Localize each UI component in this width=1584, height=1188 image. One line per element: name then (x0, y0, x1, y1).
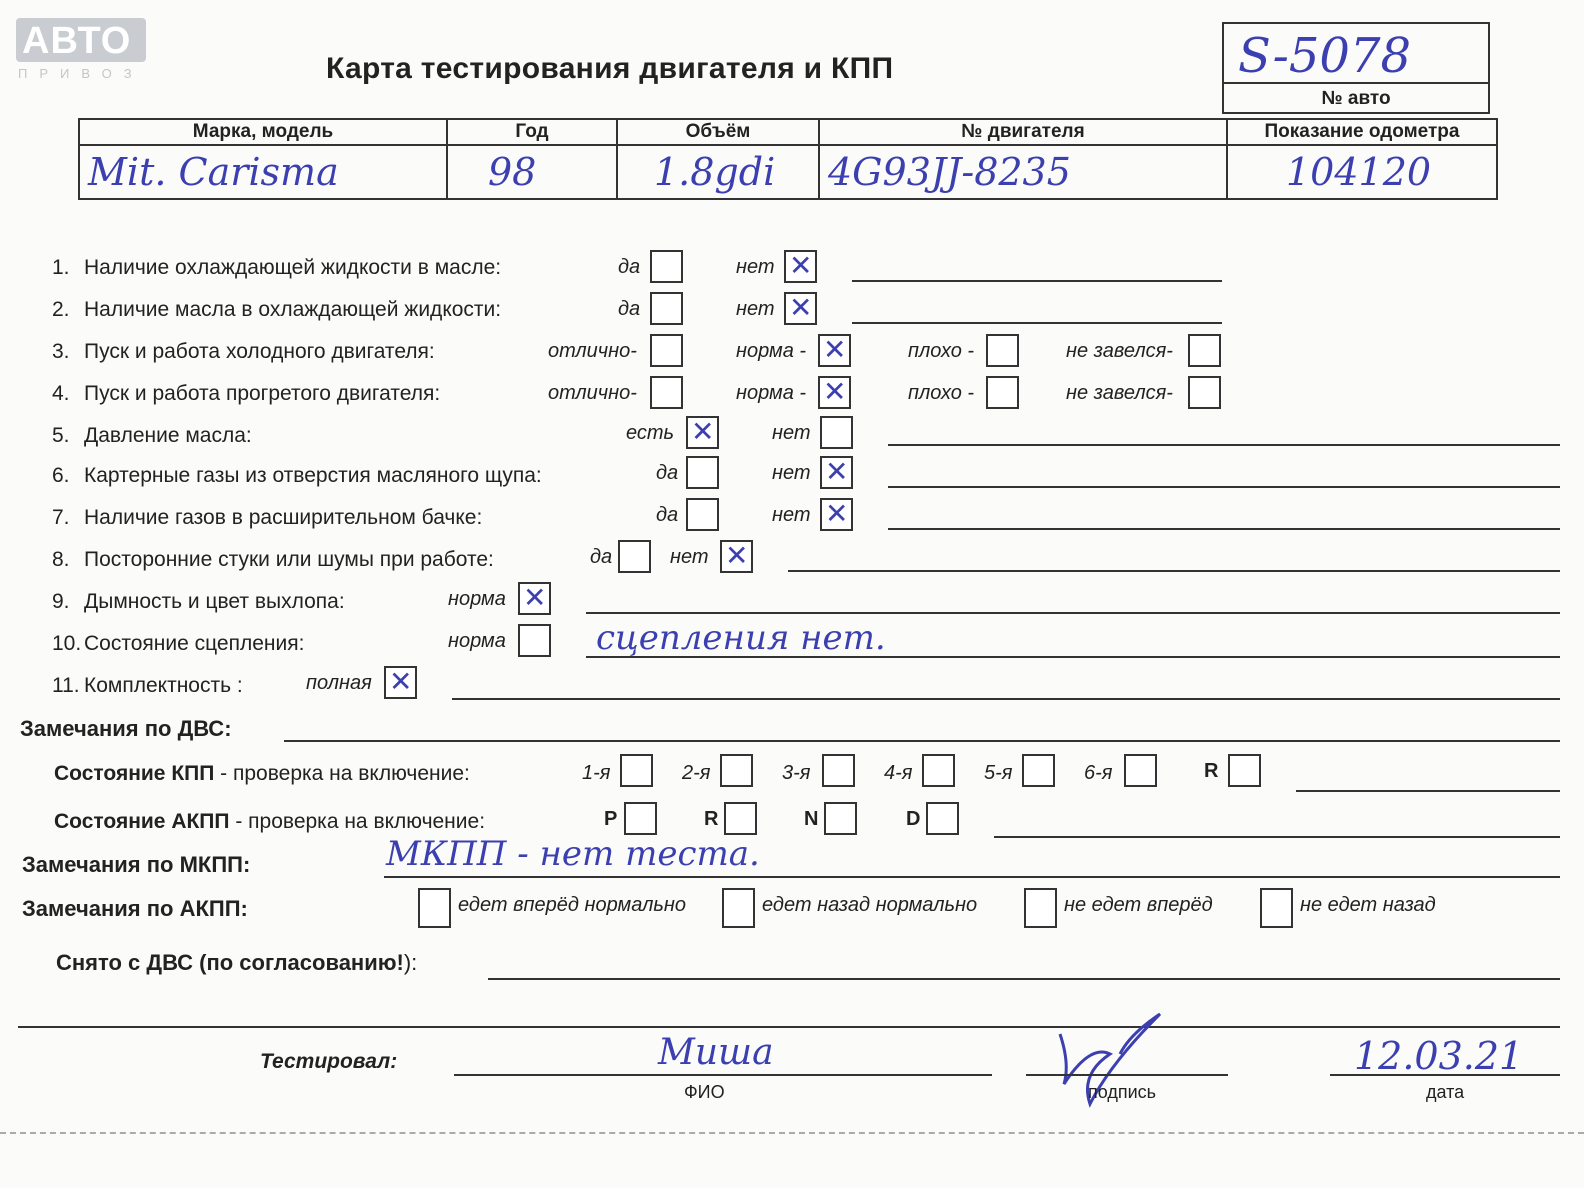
item-2-option-net-label: нет (736, 298, 775, 320)
item-10-handwritten-note: сцепления нет. (596, 618, 886, 658)
checklist-item-9: 9. Дымность и цвет выхлопа: (52, 590, 345, 613)
akpp-r-label: R (704, 808, 719, 830)
akpp-no-reverse-label: не едет назад (1300, 894, 1436, 916)
signature-line (1026, 1074, 1228, 1076)
akpp-remarks-label: Замечания по АКПП: (22, 896, 248, 921)
tester-name-caption: ФИО (684, 1082, 725, 1102)
checklist-item-3: 3. Пуск и работа холодного двигателя: (52, 340, 435, 363)
checklist-item-6: 6. Картерные газы из отверстия масляного щупа: (52, 464, 542, 487)
volume-header: Объём (617, 119, 819, 145)
item-11-checkbox-full[interactable] (384, 666, 417, 699)
item-11-notes-line (452, 698, 1560, 700)
item-2-checkbox-da[interactable] (650, 292, 683, 325)
item-6-checkbox-da[interactable] (686, 456, 719, 489)
mkpp-remarks-value: МКПП - нет теста. (386, 834, 760, 874)
item-2-notes-line (852, 322, 1222, 324)
dvs-remarks-label: Замечания по ДВС: (20, 716, 232, 741)
gear-3-label: 3-я (782, 762, 811, 784)
item-5-checkbox-no[interactable] (820, 416, 853, 449)
item-5-checkbox-yes[interactable] (686, 416, 719, 449)
gear-1-checkbox[interactable] (620, 754, 653, 787)
item-2-checkbox-net[interactable] (784, 292, 817, 325)
item-7-checkbox-net[interactable] (820, 498, 853, 531)
item-3-option-bad-label: плохо - (908, 340, 975, 362)
item-8-notes-line (788, 570, 1560, 572)
engine-number-value: 4G93JJ-8235 (828, 150, 1071, 194)
item-6-checkbox-net[interactable] (820, 456, 853, 489)
brand-value: Mit. Carisma (88, 150, 339, 194)
item-8-option-da-label: да (590, 546, 613, 568)
year-value: 98 (488, 150, 537, 194)
odometer-header: Показание одометра (1227, 119, 1497, 145)
gear-2-checkbox[interactable] (720, 754, 753, 787)
item-8-checkbox-da[interactable] (618, 540, 651, 573)
item-3-option-no-start-label: не завелся- (1066, 340, 1173, 362)
tested-by-label: Тестировал: (260, 1050, 398, 1073)
item-3-option-excellent-label: отлично- (548, 340, 637, 362)
year-header: Год (447, 119, 617, 145)
engine-number-cell (819, 145, 1227, 199)
item-9-option-normal-label: норма (448, 588, 506, 610)
item-4-option-normal-label: норма - (736, 382, 807, 404)
item-7-notes-line (888, 528, 1560, 530)
item-10-notes-line (586, 656, 1560, 658)
item-5-option-no-label: нет (772, 422, 811, 444)
car-number-value: S-5078 (1238, 28, 1412, 84)
car-number-divider (1224, 82, 1488, 84)
akpp-n-checkbox[interactable] (824, 802, 857, 835)
tester-name-line (454, 1074, 992, 1076)
item-4-option-no-start-label: не завелся- (1066, 382, 1173, 404)
item-3-option-normal-label: норма - (736, 340, 807, 362)
item-6-option-da-label: да (656, 462, 679, 484)
akpp-d-checkbox[interactable] (926, 802, 959, 835)
item-1-option-da-label: да (618, 256, 641, 278)
item-11-option-full-label: полная (306, 672, 372, 694)
brand-header: Марка, модель (79, 119, 447, 145)
logo-subtitle: ПРИВОЗ (18, 66, 144, 81)
odometer-cell (1227, 145, 1497, 199)
item-4-checkbox-excellent[interactable] (650, 376, 683, 409)
checklist-item-2: 2. Наличие масла в охлаждающей жидкости: (52, 298, 502, 321)
date-caption: дата (1426, 1082, 1465, 1102)
item-4-option-bad-label: плохо - (908, 382, 975, 404)
item-4-checkbox-no-start[interactable] (1188, 376, 1221, 409)
akpp-reverse-ok-label: едет назад нормально (762, 894, 978, 916)
volume-cell (617, 145, 819, 199)
item-3-checkbox-excellent[interactable] (650, 334, 683, 367)
volume-value: 1.8gdi (654, 150, 776, 194)
item-6-option-net-label: нет (772, 462, 811, 484)
checklist-item-7: 7. Наличие газов в расширительном бачке: (52, 506, 483, 529)
akpp-p-checkbox[interactable] (624, 802, 657, 835)
item-9-checkbox-normal[interactable] (518, 582, 551, 615)
item-6-notes-line (888, 486, 1560, 488)
akpp-no-forward-checkbox[interactable] (1024, 888, 1057, 928)
item-3-checkbox-bad[interactable] (986, 334, 1019, 367)
item-10-checkbox-normal[interactable] (518, 624, 551, 657)
gear-r-checkbox[interactable] (1228, 754, 1261, 787)
akpp-no-forward-label: не едет вперёд (1064, 894, 1213, 916)
akpp-notes-line (994, 836, 1560, 838)
paper-edge (0, 1132, 1584, 1134)
checklist-item-8: 8. Посторонние стуки или шумы при работе: (52, 548, 494, 571)
item-4-checkbox-normal[interactable] (818, 376, 851, 409)
mkpp-remarks-line (384, 876, 1560, 878)
item-4-option-excellent-label: отлично- (548, 382, 637, 404)
item-1-checkbox-da[interactable] (650, 250, 683, 283)
gear-2-label: 2-я (682, 762, 711, 784)
car-number-label: № авто (1321, 88, 1391, 109)
akpp-no-reverse-checkbox[interactable] (1260, 888, 1293, 928)
vehicle-info-table (78, 118, 1498, 200)
akpp-reverse-ok-checkbox[interactable] (722, 888, 755, 928)
checklist-item-5: 5. Давление масла: (52, 424, 252, 447)
logo (16, 18, 164, 80)
date-line (1330, 1074, 1560, 1076)
gear-r-label: R (1204, 760, 1219, 782)
akpp-r-checkbox[interactable] (724, 802, 757, 835)
item-10-option-normal-label: норма (448, 630, 506, 652)
gear-4-label: 4-я (884, 762, 913, 784)
item-7-checkbox-da[interactable] (686, 498, 719, 531)
checklist-item-4: 4. Пуск и работа прогретого двигателя: (52, 382, 441, 405)
akpp-n-label: N (804, 808, 819, 830)
item-5-notes-line (888, 444, 1560, 446)
removed-from-engine-label: Снято с ДВС (по согласованию!): (56, 950, 418, 975)
akpp-forward-ok-checkbox[interactable] (418, 888, 451, 928)
kpp-check-label: Состояние КПП - проверка на включение: (54, 762, 470, 785)
car-number-box (1222, 22, 1490, 114)
page-title: Карта тестирования двигателя и КПП (326, 52, 894, 85)
item-5-option-yes-label: есть (626, 422, 675, 444)
year-cell (447, 145, 617, 199)
dvs-remarks-line (284, 740, 1560, 742)
gear-5-checkbox[interactable] (1022, 754, 1055, 787)
removed-from-engine-line-2 (18, 1026, 1560, 1028)
signature-caption: подпись (1088, 1082, 1157, 1102)
item-1-option-net-label: нет (736, 256, 775, 278)
item-8-option-net-label: нет (670, 546, 709, 568)
gear-1-label: 1-я (582, 762, 611, 784)
gear-5-label: 5-я (984, 762, 1013, 784)
akpp-forward-ok-label: едет вперёд нормально (458, 894, 687, 916)
item-3-checkbox-no-start[interactable] (1188, 334, 1221, 367)
tester-name-value: Миша (658, 1032, 774, 1073)
gear-6-label: 6-я (1084, 762, 1113, 784)
gear-3-checkbox[interactable] (822, 754, 855, 787)
item-7-option-da-label: да (656, 504, 679, 526)
item-7-option-net-label: нет (772, 504, 811, 526)
item-1-notes-line (852, 280, 1222, 282)
checklist-item-10: 10. Состояние сцепления: (52, 632, 305, 655)
odometer-value: 104120 (1286, 150, 1432, 194)
date-value: 12.03.21 (1354, 1034, 1524, 1078)
item-1-checkbox-net[interactable] (784, 250, 817, 283)
akpp-p-label: P (604, 808, 618, 830)
item-8-checkbox-net[interactable] (720, 540, 753, 573)
item-4-checkbox-bad[interactable] (986, 376, 1019, 409)
item-2-option-da-label: да (618, 298, 641, 320)
checklist-item-11: 11. Комплектность : (52, 674, 243, 697)
kpp-notes-line (1296, 790, 1560, 792)
checklist-item-1: 1. Наличие охлаждающей жидкости в масле: (52, 256, 502, 279)
mkpp-remarks-label: Замечания по МКПП: (22, 852, 251, 877)
engine-number-header: № двигателя (819, 119, 1227, 145)
akpp-check-label: Состояние АКПП - проверка на включение: (54, 810, 486, 833)
gear-6-checkbox[interactable] (1124, 754, 1157, 787)
brand-cell (79, 145, 447, 199)
logo-name: АВТО (22, 20, 132, 62)
item-9-notes-line (586, 612, 1560, 614)
akpp-d-label: D (906, 808, 921, 830)
item-3-checkbox-normal[interactable] (818, 334, 851, 367)
gear-4-checkbox[interactable] (922, 754, 955, 787)
removed-from-engine-line (488, 978, 1560, 980)
